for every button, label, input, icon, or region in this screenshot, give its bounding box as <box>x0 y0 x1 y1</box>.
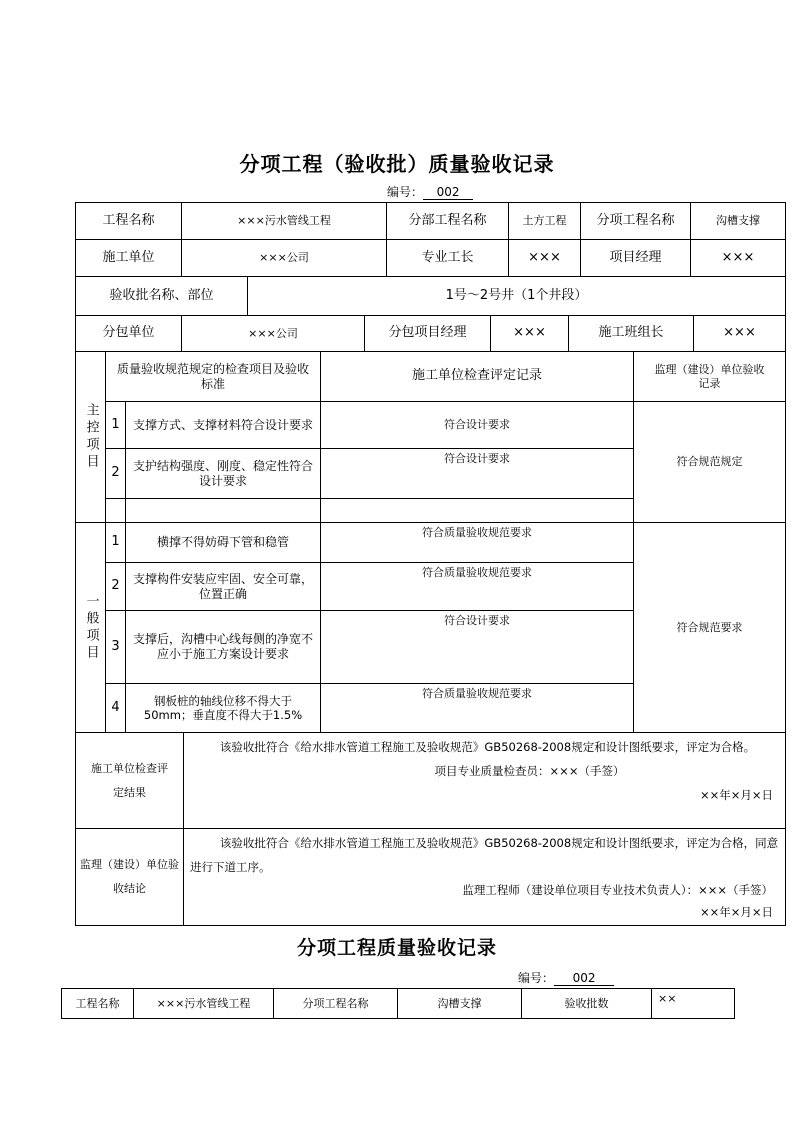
batch-label: 验收批名称、部位 <box>76 277 248 316</box>
main-item-1-text: 支撑方式、支撑材料符合设计要求 <box>126 402 321 449</box>
empty-cell <box>106 499 126 523</box>
main-control-supervision: 符合规范规定 <box>634 402 786 523</box>
general-item-2-text: 支撑构件安装应牢固、安全可靠，位置正确 <box>126 563 321 611</box>
contractor-value: ×××公司 <box>182 240 387 277</box>
supervision-result-date: ××年×月×日 <box>699 905 773 919</box>
contractor-result-table <box>75 732 786 829</box>
foreman-label: 专业工长 <box>387 240 509 277</box>
main-control-label: 主控项目 <box>76 352 106 523</box>
general-item-3-record: 符合设计要求 <box>321 611 634 684</box>
supervision-result-row <box>76 829 786 926</box>
main-item-1-no: 1 <box>106 402 126 449</box>
general-item-4-text: 钢板桩的轴线位移不得大于50mm；垂直度不得大于1.5% <box>126 684 321 733</box>
sub-table <box>75 315 786 352</box>
summary-batch-count-value: ×× <box>652 989 735 1019</box>
batch-table <box>75 276 786 316</box>
division-value: 土方工程 <box>509 203 581 240</box>
summary-title: 分项工程质量验收记录 <box>296 937 497 959</box>
sub-pm-value: ××× <box>491 316 569 352</box>
record-title: 分项工程（验收批）质量验收记录 <box>239 152 555 176</box>
contractor-result-label: 施工单位检查评定结果 <box>76 733 184 829</box>
main-item-1-record: 符合设计要求 <box>321 402 634 449</box>
inspection-table <box>75 351 786 733</box>
general-item-4-no: 4 <box>106 684 126 733</box>
subitem-label: 分项工程名称 <box>581 203 691 240</box>
summary-subitem-label: 分项工程名称 <box>274 989 398 1019</box>
serial-label: 编号： <box>387 185 424 199</box>
general-item-4-record: 符合质量验收规范要求 <box>321 684 634 733</box>
general-item-1-no: 1 <box>106 523 126 563</box>
serial-number <box>387 183 473 200</box>
empty-cell <box>126 499 321 523</box>
main-item-2-no: 2 <box>106 449 126 499</box>
general-item-2-record: 符合质量验收规范要求 <box>321 563 634 611</box>
summary-subitem-value: 沟槽支撑 <box>398 989 522 1019</box>
sub-label: 分包单位 <box>76 316 182 352</box>
header-table <box>75 202 786 277</box>
team-value: ××× <box>694 316 786 352</box>
column-header-row <box>76 352 786 402</box>
sub-value: ×××公司 <box>182 316 365 352</box>
standard-column-header: 质量验收规范规定的检查项目及验收标准 <box>106 352 321 402</box>
general-item-1-text: 横撑不得妨碍下管和稳管 <box>126 523 321 563</box>
general-item-1-record: 符合质量验收规范要求 <box>321 523 634 563</box>
contractor-result-text: 该验收批符合《给水排水管道工程施工及验收规范》GB50268-2008规定和设计图纸要求，评定为合格。 <box>219 740 756 754</box>
sub-row <box>76 316 786 352</box>
pm-label: 项目经理 <box>581 240 691 277</box>
sub-pm-label: 分包项目经理 <box>365 316 491 352</box>
main-item-2-text: 支护结构强度、刚度、稳定性符合设计要求 <box>126 449 321 499</box>
contractor-result-body <box>184 733 786 829</box>
empty-cell <box>321 499 634 523</box>
summary-serial-value: 002 <box>554 971 614 986</box>
header-row-project <box>76 203 786 240</box>
project-name-value: ×××污水管线工程 <box>182 203 387 240</box>
general-item-3-text: 支撑后，沟槽中心线每侧的净宽不应小于施工方案设计要求 <box>126 611 321 684</box>
general-item-row <box>76 523 786 563</box>
summary-batch-count-label: 验收批数 <box>522 989 652 1019</box>
summary-project-name-label: 工程名称 <box>62 989 134 1019</box>
main-item-2-record: 符合设计要求 <box>321 449 634 499</box>
summary-project-name-value: ×××污水管线工程 <box>134 989 274 1019</box>
supervision-result-text: 该验收批符合《给水排水管道工程施工及验收规范》GB50268-2008规定和设计图纸要求，评定为合格，同意进行下道工序。 <box>190 836 779 874</box>
division-label: 分部工程名称 <box>387 203 509 240</box>
pm-value: ××× <box>691 240 786 277</box>
record-column-header: 施工单位检查评定记录 <box>321 352 634 402</box>
batch-value: 1号～2号井（1个井段） <box>248 277 786 316</box>
team-label: 施工班组长 <box>569 316 694 352</box>
supervision-column-header: 监理（建设）单位验收记录 <box>634 352 786 402</box>
batch-row <box>76 277 786 316</box>
summary-serial-label: 编号： <box>518 971 555 985</box>
general-label: 一般项目 <box>76 523 106 733</box>
contractor-result-row <box>76 733 786 829</box>
contractor-result-date: ××年×月×日 <box>699 788 773 802</box>
subitem-value: 沟槽支撑 <box>691 203 786 240</box>
project-name-label: 工程名称 <box>76 203 182 240</box>
serial-value: 002 <box>423 185 473 200</box>
summary-table <box>61 988 735 1019</box>
main-item-row <box>76 402 786 449</box>
general-supervision: 符合规范要求 <box>634 523 786 733</box>
supervision-result-label: 监理（建设）单位验收结论 <box>76 829 184 926</box>
general-item-3-no: 3 <box>106 611 126 684</box>
contractor-label: 施工单位 <box>76 240 182 277</box>
supervision-result-table <box>75 828 786 926</box>
header-row-contractor <box>76 240 786 277</box>
general-item-2-no: 2 <box>106 563 126 611</box>
contractor-inspector: 项目专业质量检查员：×××（手签） <box>434 764 625 778</box>
foreman-value: ××× <box>509 240 581 277</box>
supervision-engineer: 监理工程师（建设单位项目专业技术负责人）：×××（手签） <box>462 883 773 897</box>
summary-row <box>62 989 735 1019</box>
summary-serial-number <box>518 969 614 986</box>
supervision-result-body <box>184 829 786 926</box>
